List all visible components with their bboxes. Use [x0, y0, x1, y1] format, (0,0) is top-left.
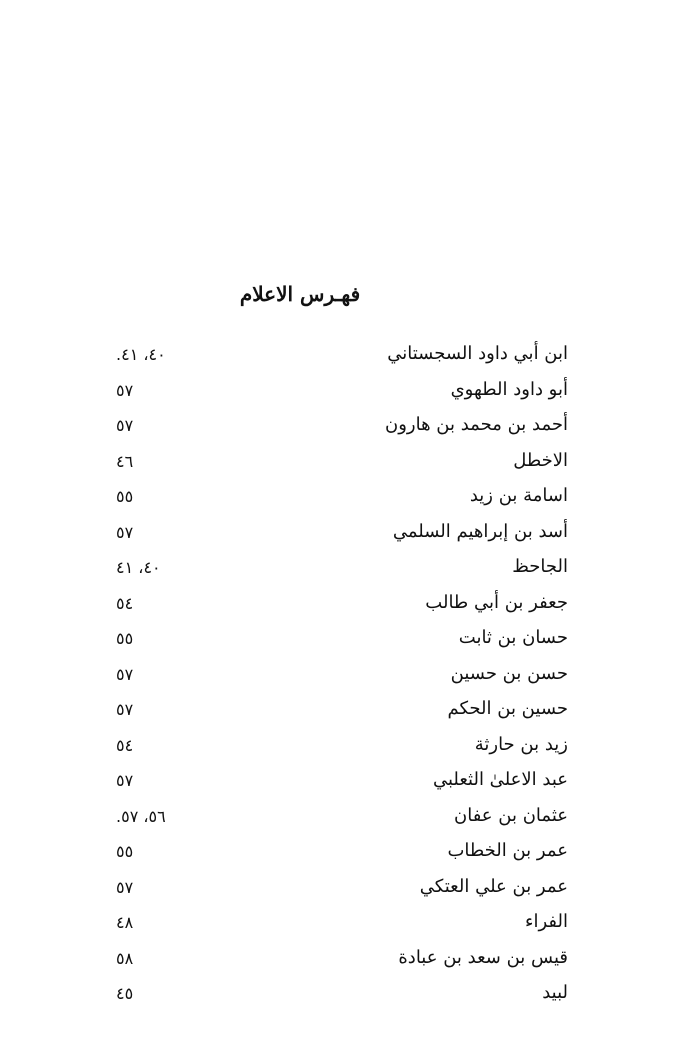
- index-title: فهـرس الاعلام: [239, 282, 361, 306]
- index-entry: [0, 485, 700, 521]
- index-entry: [0, 343, 700, 379]
- entry-pages: ٥٥: [116, 487, 134, 506]
- index-entry: [0, 521, 700, 557]
- index-entry: [0, 911, 700, 947]
- index-entry: [0, 556, 700, 592]
- index-entry: [0, 769, 700, 805]
- entry-pages: ٥٧: [116, 380, 134, 400]
- entry-pages: ٥٤: [116, 735, 134, 755]
- entry-name: قيس بن سعد بن عبادة: [398, 946, 568, 968]
- entry-pages: ٥٧: [116, 522, 134, 542]
- entry-name: حسين بن الحكم: [447, 698, 568, 719]
- entry-name: الاخطل: [513, 449, 568, 471]
- names-index-list: [0, 343, 700, 1018]
- entry-pages: ٥٧: [116, 664, 134, 684]
- entry-pages: ٤٠، ٤١: [116, 558, 161, 577]
- entry-pages: ٥٨: [116, 948, 134, 968]
- index-entry: [0, 982, 700, 1018]
- entry-pages: ٤٨: [116, 913, 134, 932]
- entry-pages: ٥٤: [116, 593, 134, 613]
- index-entry: [0, 592, 700, 628]
- entry-name: أحمد بن محمد بن هارون: [385, 414, 568, 435]
- index-entry: [0, 450, 700, 486]
- entry-name: الفراء: [525, 911, 568, 932]
- entry-name: حسان بن ثابت: [458, 627, 568, 648]
- index-entry: [0, 734, 700, 770]
- entry-name: لبيد: [542, 982, 568, 1003]
- entry-pages: ٤٦: [116, 451, 134, 471]
- entry-pages: ٥٧: [116, 700, 134, 719]
- entry-name: أبو داود الطهوي: [450, 378, 568, 400]
- entry-name: اسامة بن زيد: [469, 485, 568, 506]
- index-entry: [0, 414, 700, 450]
- entry-pages: ٥٦، ٥٧.: [116, 806, 166, 826]
- entry-name: عمر بن الخطاب: [447, 840, 568, 861]
- index-entry: [0, 840, 700, 876]
- entry-name: حسن بن حسين: [450, 662, 568, 684]
- entry-name: جعفر بن أبي طالب: [425, 591, 568, 613]
- entry-name: عثمان بن عفان: [454, 804, 568, 826]
- entry-name: عبد الاعلىٰ الثعلبي: [432, 769, 568, 790]
- index-entry: [0, 947, 700, 983]
- entry-pages: ٥٥: [116, 629, 134, 648]
- index-entry: [0, 379, 700, 415]
- index-entry: [0, 698, 700, 734]
- index-entry: [0, 627, 700, 663]
- index-entry: [0, 663, 700, 699]
- entry-pages: ٤٠، ٤١.: [116, 345, 166, 364]
- index-entry: [0, 876, 700, 912]
- entry-name: الجاحظ: [512, 556, 568, 577]
- entry-pages: ٥٧: [116, 771, 134, 790]
- entry-name: أسد بن إبراهيم السلمي: [392, 520, 568, 542]
- entry-name: ابن أبي داود السجستاني: [387, 343, 568, 364]
- entry-pages: ٥٧: [116, 416, 134, 435]
- entry-pages: ٥٧: [116, 877, 134, 897]
- entry-pages: ٥٥: [116, 842, 134, 861]
- entry-name: عمر بن علي العتكي: [419, 875, 568, 897]
- entry-pages: ٤٥: [116, 984, 134, 1003]
- entry-name: زيد بن حارثة: [474, 733, 568, 755]
- index-entry: [0, 805, 700, 841]
